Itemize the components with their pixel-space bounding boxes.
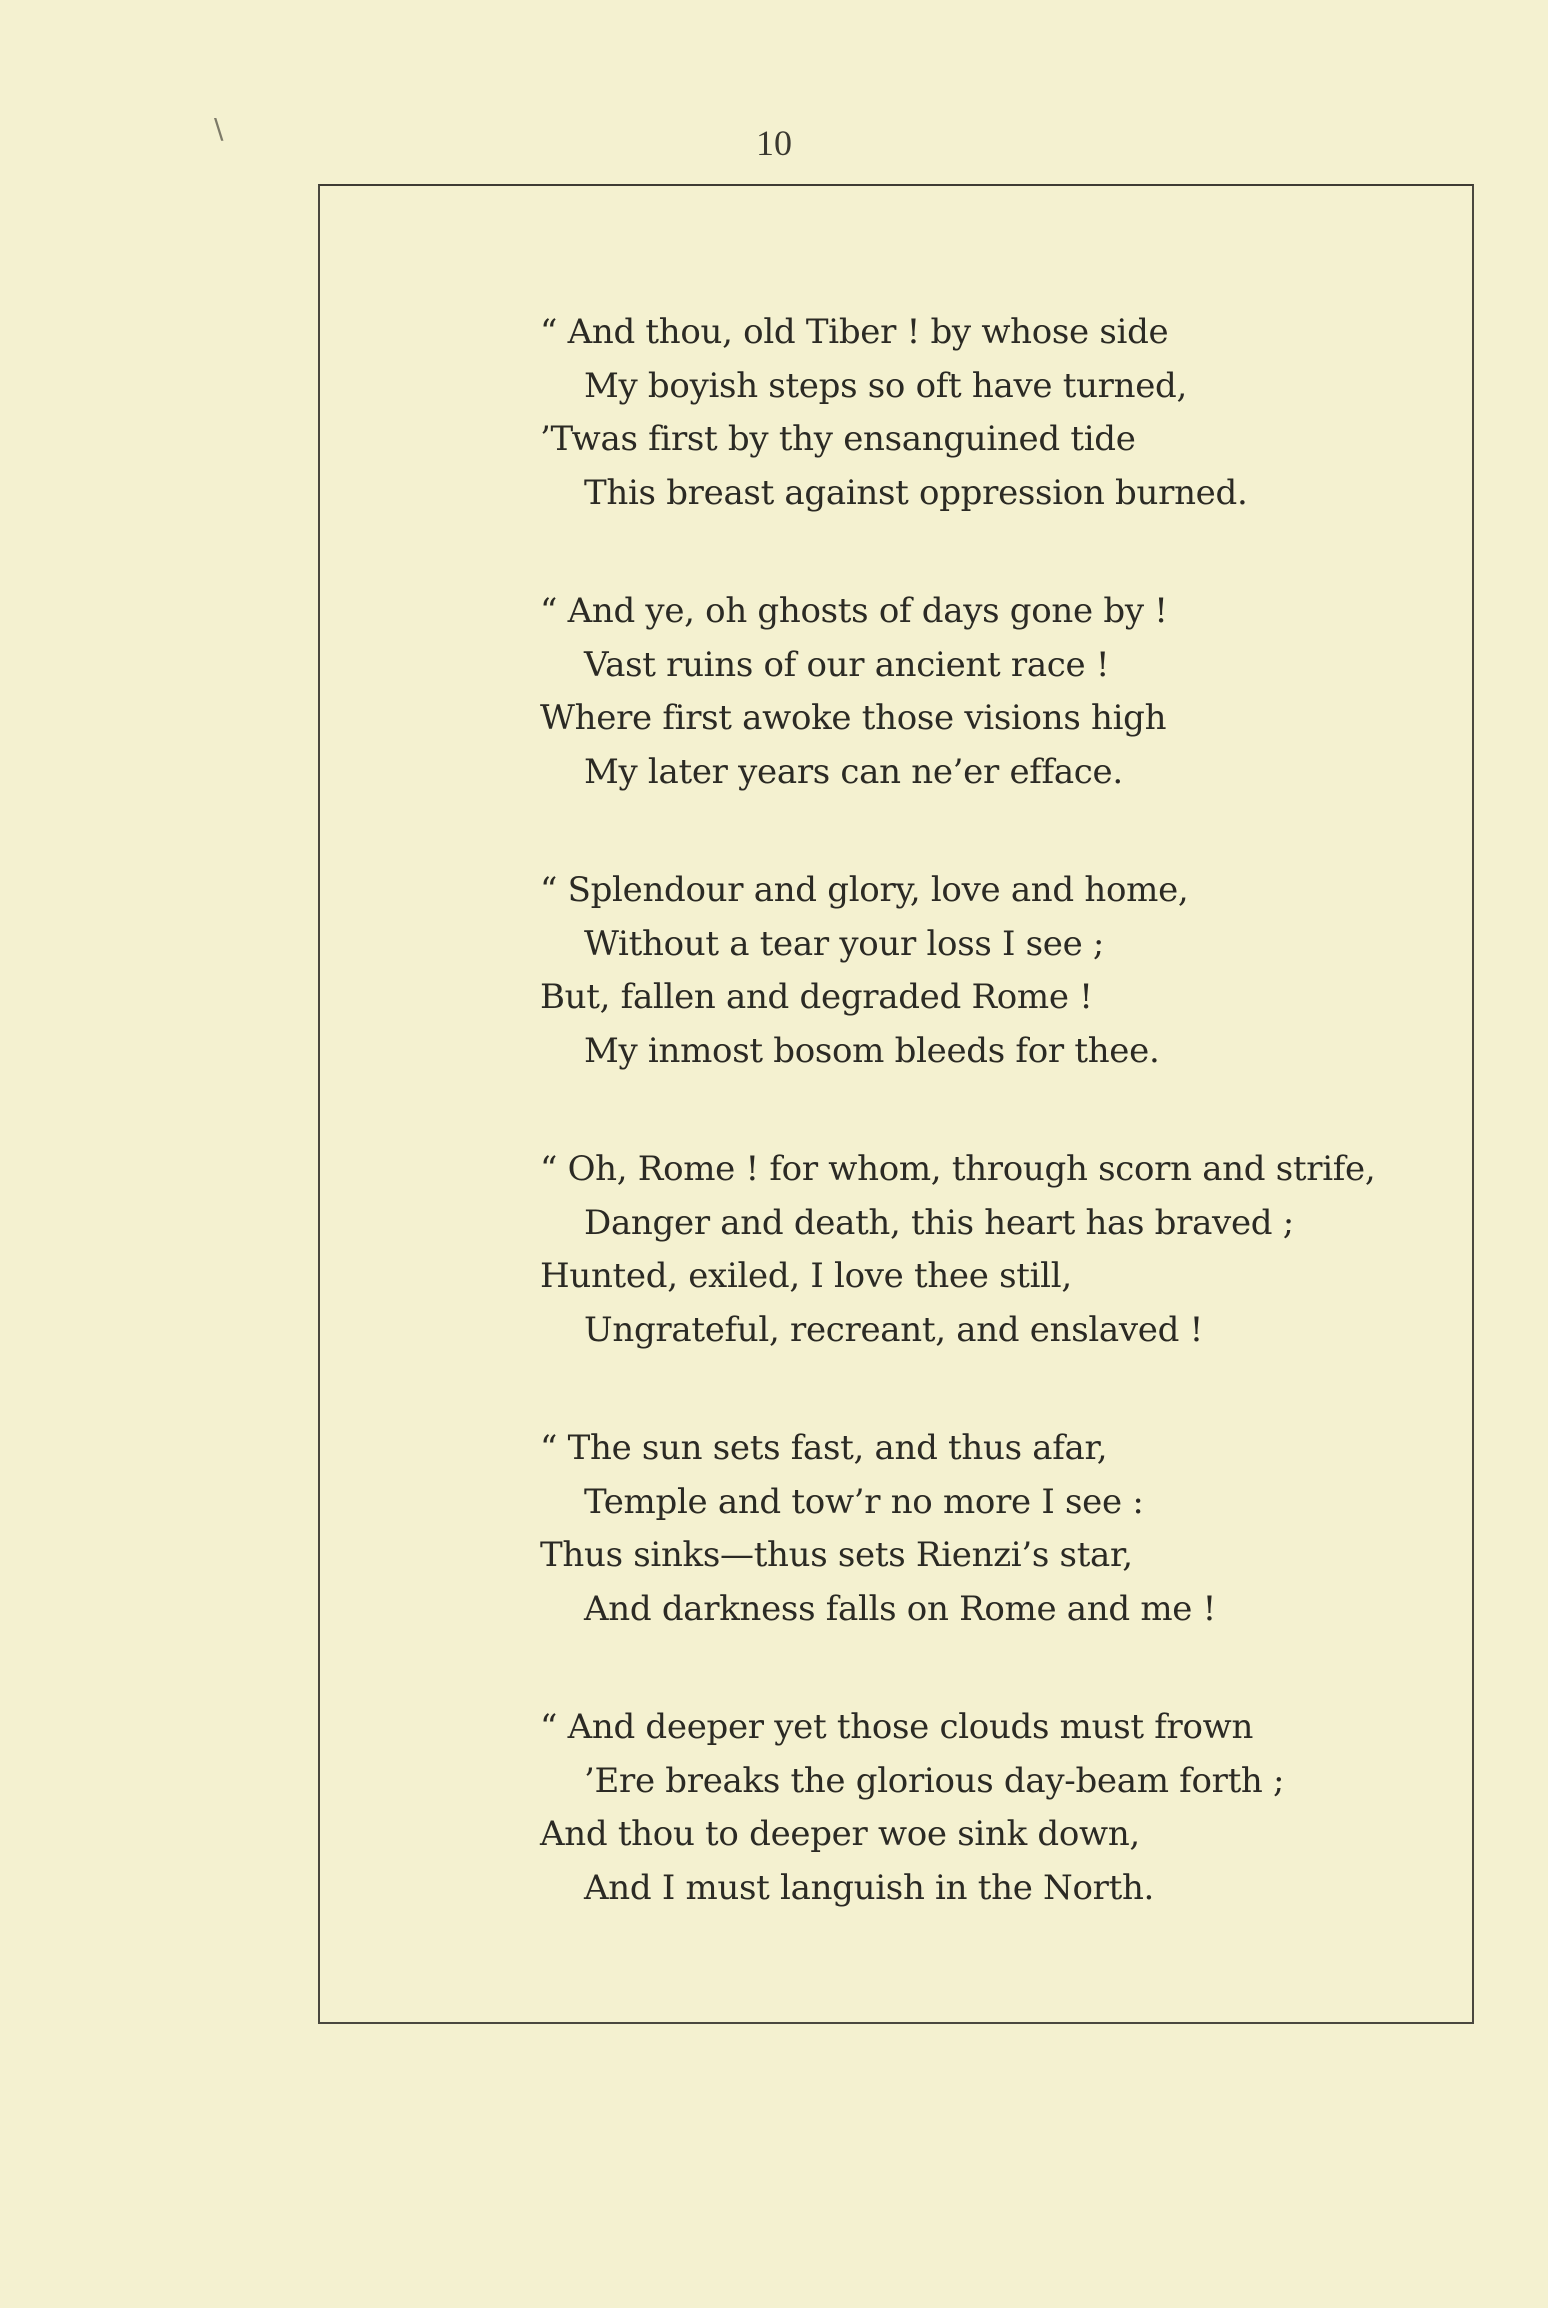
poem-line: This breast against oppression burned.	[584, 472, 1248, 513]
corner-mark: \	[214, 112, 224, 145]
poem-line: ’Twas first by thy ensanguined tide	[540, 419, 1136, 459]
stanza-4	[540, 1143, 1470, 1357]
poem-line: “ And ye, oh ghosts of days gone by !	[540, 591, 1168, 631]
poem-line: “ And deeper yet those clouds must frown	[540, 1707, 1254, 1747]
page-number: 10	[756, 123, 792, 163]
poem-line: “ The sun sets fast, and thus afar,	[540, 1428, 1108, 1468]
stanza-5	[540, 1422, 1470, 1636]
poem-line: My boyish steps so oft have turned,	[584, 365, 1188, 406]
stanza-3	[540, 864, 1470, 1078]
poem-line: And thou to deeper woe sink down,	[540, 1814, 1140, 1854]
poem-line: “ And thou, old Tiber ! by whose side	[540, 312, 1169, 352]
poem-line: Ungrateful, recreant, and enslaved !	[584, 1309, 1203, 1350]
poem	[540, 306, 1470, 1980]
poem-line: Danger and death, this heart has braved ;	[584, 1202, 1294, 1243]
poem-line: “ Splendour and glory, love and home,	[540, 870, 1189, 910]
stanza-2	[540, 585, 1470, 799]
poem-line: My inmost bosom bleeds for thee.	[584, 1030, 1160, 1071]
poem-line: And I must languish in the North.	[584, 1867, 1155, 1908]
poem-line: “ Oh, Rome ! for whom, through scorn and strife,	[540, 1149, 1376, 1189]
poem-line: Where first awoke those visions high	[540, 698, 1167, 738]
poem-line: But, fallen and degraded Rome !	[540, 977, 1093, 1017]
poem-line: Thus sinks—thus sets Rienzi’s star,	[540, 1535, 1133, 1575]
poem-line: ’Ere breaks the glorious day-beam forth ;	[584, 1760, 1285, 1801]
poem-line: Temple and tow’r no more I see :	[584, 1481, 1144, 1522]
poem-line: Without a tear your loss I see ;	[584, 923, 1105, 964]
stanza-6	[540, 1701, 1470, 1915]
poem-line: Hunted, exiled, I love thee still,	[540, 1256, 1072, 1296]
poem-line: Vast ruins of our ancient race !	[584, 644, 1110, 685]
poem-line: My later years can ne’er efface.	[584, 751, 1123, 792]
poem-line: And darkness falls on Rome and me !	[584, 1588, 1216, 1629]
stanza-1	[540, 306, 1470, 520]
